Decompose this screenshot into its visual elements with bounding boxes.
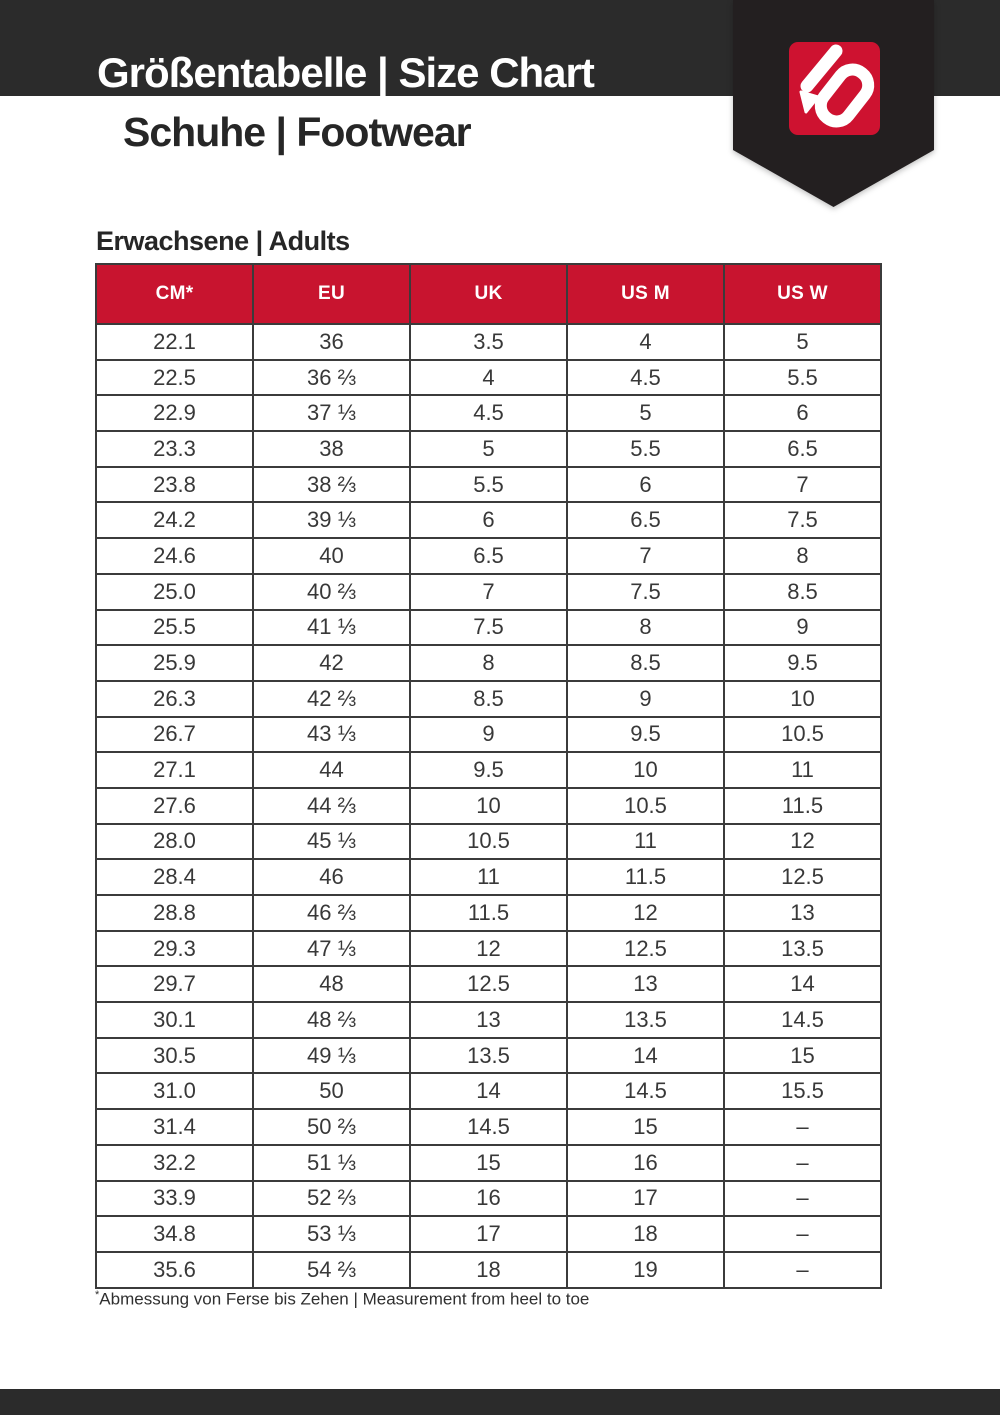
size-cell: 48 ⅔	[253, 1002, 410, 1038]
size-cell: 13.5	[410, 1038, 567, 1074]
size-cell: 25.5	[96, 610, 253, 646]
size-cell: 6	[567, 467, 724, 503]
size-cell: 25.0	[96, 574, 253, 610]
size-cell: 47 ⅓	[253, 931, 410, 967]
size-cell: 36 ⅔	[253, 360, 410, 396]
size-cell: 7	[724, 467, 881, 503]
size-cell: 44 ⅔	[253, 788, 410, 824]
size-cell: 24.6	[96, 538, 253, 574]
size-cell: 14.5	[724, 1002, 881, 1038]
footnote	[95, 1289, 589, 1310]
size-cell: 29.3	[96, 931, 253, 967]
size-cell: 10.5	[724, 717, 881, 753]
table-row	[96, 1073, 881, 1109]
table-row	[96, 1252, 881, 1288]
size-cell: 11	[567, 824, 724, 860]
page-subtitle: Schuhe | Footwear	[123, 109, 471, 155]
size-cell: 24.2	[96, 502, 253, 538]
size-cell: –	[724, 1109, 881, 1145]
table-row	[96, 895, 881, 931]
size-cell: 22.5	[96, 360, 253, 396]
size-cell: 17	[410, 1216, 567, 1252]
size-cell: 6.5	[410, 538, 567, 574]
size-cell: 13	[567, 966, 724, 1002]
size-cell: 38 ⅔	[253, 467, 410, 503]
size-cell: 8	[567, 610, 724, 646]
size-cell: 7.5	[567, 574, 724, 610]
column-header: UK	[410, 264, 567, 324]
size-cell: 18	[567, 1216, 724, 1252]
size-cell: 53 ⅓	[253, 1216, 410, 1252]
size-cell: 5.5	[567, 431, 724, 467]
size-cell: –	[724, 1181, 881, 1217]
size-cell: 25.9	[96, 645, 253, 681]
table-row	[96, 324, 881, 360]
size-cell: 3.5	[410, 324, 567, 360]
table-row	[96, 360, 881, 396]
size-cell: 5.5	[724, 360, 881, 396]
size-cell: 42 ⅔	[253, 681, 410, 717]
table-row	[96, 574, 881, 610]
size-cell: 14	[567, 1038, 724, 1074]
table-row	[96, 1109, 881, 1145]
table-row	[96, 717, 881, 753]
table-row	[96, 502, 881, 538]
size-cell: 23.3	[96, 431, 253, 467]
size-cell: 4	[567, 324, 724, 360]
size-cell: 30.1	[96, 1002, 253, 1038]
size-cell: 13.5	[567, 1002, 724, 1038]
size-cell: 26.3	[96, 681, 253, 717]
size-cell: 32.2	[96, 1145, 253, 1181]
size-cell: 11	[410, 859, 567, 895]
size-cell: 11	[724, 752, 881, 788]
size-cell: 33.9	[96, 1181, 253, 1217]
table-row	[96, 610, 881, 646]
size-cell: 35.6	[96, 1252, 253, 1288]
size-cell: 15	[410, 1145, 567, 1181]
size-cell: 31.4	[96, 1109, 253, 1145]
size-cell: 8	[724, 538, 881, 574]
column-header: CM*	[96, 264, 253, 324]
bottom-bar	[0, 1389, 1000, 1415]
size-cell: 4	[410, 360, 567, 396]
size-cell: 5.5	[410, 467, 567, 503]
size-cell: 6	[724, 395, 881, 431]
size-cell: 44	[253, 752, 410, 788]
size-cell: –	[724, 1216, 881, 1252]
size-cell: 12	[567, 895, 724, 931]
size-cell: 50 ⅔	[253, 1109, 410, 1145]
brand-logo-icon	[789, 42, 880, 135]
size-cell: 7	[410, 574, 567, 610]
table-row	[96, 966, 881, 1002]
page-title: Größentabelle | Size Chart	[97, 49, 594, 96]
size-cell: 13	[724, 895, 881, 931]
table-row	[96, 824, 881, 860]
column-header: US M	[567, 264, 724, 324]
column-header: US W	[724, 264, 881, 324]
size-cell: 41 ⅓	[253, 610, 410, 646]
table-row	[96, 1038, 881, 1074]
size-cell: 39 ⅓	[253, 502, 410, 538]
size-cell: 10	[724, 681, 881, 717]
size-cell: 26.7	[96, 717, 253, 753]
size-cell: 15	[567, 1109, 724, 1145]
size-cell: 16	[567, 1145, 724, 1181]
size-cell: 40	[253, 538, 410, 574]
size-cell: 46	[253, 859, 410, 895]
size-cell: 9	[567, 681, 724, 717]
table-row	[96, 931, 881, 967]
section-title: Erwachsene | Adults	[96, 226, 350, 256]
size-cell: 12.5	[567, 931, 724, 967]
table-row	[96, 467, 881, 503]
table-row	[96, 681, 881, 717]
size-cell: 29.7	[96, 966, 253, 1002]
table-row	[96, 1002, 881, 1038]
brand-pennant	[733, 0, 934, 207]
size-cell: 12	[410, 931, 567, 967]
size-cell: 14.5	[567, 1073, 724, 1109]
size-cell: 43 ⅓	[253, 717, 410, 753]
size-cell: 8.5	[567, 645, 724, 681]
size-cell: 15.5	[724, 1073, 881, 1109]
footnote-asterisk: *	[95, 1289, 100, 1301]
size-cell: 5	[567, 395, 724, 431]
size-cell: 27.1	[96, 752, 253, 788]
size-cell: 52 ⅔	[253, 1181, 410, 1217]
size-cell: 36	[253, 324, 410, 360]
column-header: EU	[253, 264, 410, 324]
size-cell: 10	[567, 752, 724, 788]
table-row	[96, 859, 881, 895]
size-cell: 10	[410, 788, 567, 824]
size-cell: 9	[724, 610, 881, 646]
size-cell: 8.5	[724, 574, 881, 610]
table-row	[96, 1181, 881, 1217]
size-cell: 11.5	[567, 859, 724, 895]
size-cell: 22.1	[96, 324, 253, 360]
size-cell: 12.5	[724, 859, 881, 895]
size-cell: 10.5	[567, 788, 724, 824]
size-cell: 49 ⅓	[253, 1038, 410, 1074]
size-cell: 13.5	[724, 931, 881, 967]
size-cell: 7.5	[410, 610, 567, 646]
size-cell: 9	[410, 717, 567, 753]
size-cell: 50	[253, 1073, 410, 1109]
table-row	[96, 1145, 881, 1181]
size-cell: 28.8	[96, 895, 253, 931]
size-cell: 14.5	[410, 1109, 567, 1145]
size-cell: 9.5	[567, 717, 724, 753]
size-cell: 5	[724, 324, 881, 360]
table-header-row	[96, 264, 881, 324]
size-cell: 11.5	[410, 895, 567, 931]
table-row	[96, 752, 881, 788]
size-cell: 31.0	[96, 1073, 253, 1109]
size-cell: 4.5	[567, 360, 724, 396]
size-cell: 6.5	[567, 502, 724, 538]
size-cell: 15	[724, 1038, 881, 1074]
size-cell: 11.5	[724, 788, 881, 824]
table-row	[96, 395, 881, 431]
size-cell: 4.5	[410, 395, 567, 431]
size-cell: 37 ⅓	[253, 395, 410, 431]
size-cell: 9.5	[410, 752, 567, 788]
size-cell: 22.9	[96, 395, 253, 431]
size-cell: 14	[410, 1073, 567, 1109]
table-row	[96, 788, 881, 824]
size-cell: 7.5	[724, 502, 881, 538]
size-cell: 9.5	[724, 645, 881, 681]
size-cell: –	[724, 1252, 881, 1288]
size-cell: 18	[410, 1252, 567, 1288]
size-cell: 16	[410, 1181, 567, 1217]
size-cell: 8.5	[410, 681, 567, 717]
size-cell: 12	[724, 824, 881, 860]
size-cell: 6	[410, 502, 567, 538]
table-body	[96, 324, 881, 1288]
footnote-text: Abmessung von Ferse bis Zehen | Measurement from heel to toe	[99, 1289, 590, 1309]
size-cell: 7	[567, 538, 724, 574]
size-cell: 48	[253, 966, 410, 1002]
size-cell: 46 ⅔	[253, 895, 410, 931]
size-cell: 51 ⅓	[253, 1145, 410, 1181]
table-row	[96, 538, 881, 574]
size-cell: –	[724, 1145, 881, 1181]
size-cell: 42	[253, 645, 410, 681]
size-table	[95, 263, 882, 1289]
size-cell: 40 ⅔	[253, 574, 410, 610]
size-cell: 27.6	[96, 788, 253, 824]
size-cell: 5	[410, 431, 567, 467]
size-cell: 6.5	[724, 431, 881, 467]
size-cell: 30.5	[96, 1038, 253, 1074]
size-cell: 13	[410, 1002, 567, 1038]
size-cell: 38	[253, 431, 410, 467]
size-cell: 34.8	[96, 1216, 253, 1252]
size-cell: 23.8	[96, 467, 253, 503]
size-cell: 54 ⅔	[253, 1252, 410, 1288]
table-row	[96, 1216, 881, 1252]
size-cell: 19	[567, 1252, 724, 1288]
size-cell: 14	[724, 966, 881, 1002]
size-cell: 12.5	[410, 966, 567, 1002]
table-row	[96, 645, 881, 681]
size-cell: 28.4	[96, 859, 253, 895]
size-cell: 45 ⅓	[253, 824, 410, 860]
size-cell: 17	[567, 1181, 724, 1217]
table-row	[96, 431, 881, 467]
size-cell: 10.5	[410, 824, 567, 860]
size-cell: 28.0	[96, 824, 253, 860]
size-cell: 8	[410, 645, 567, 681]
